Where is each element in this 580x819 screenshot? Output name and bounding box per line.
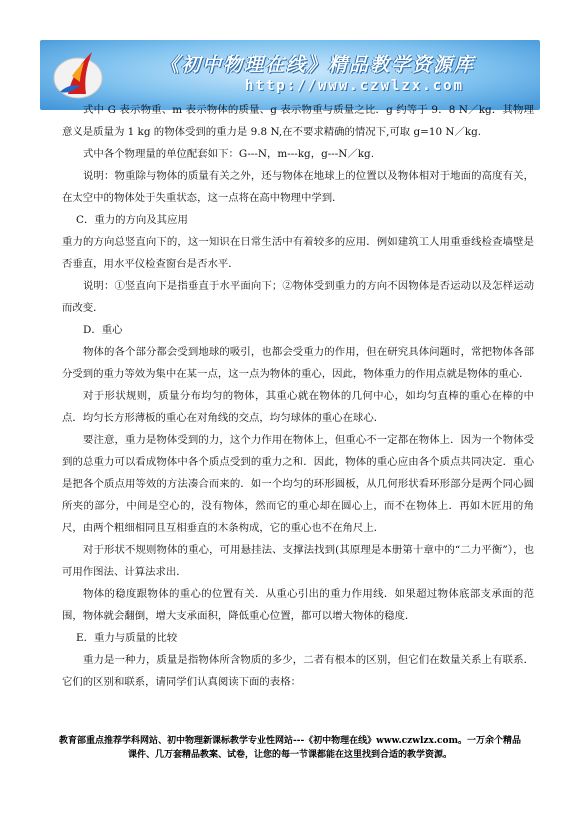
paragraph: 式中各个物理量的单位配套如下：G---N，m---kg，g---N／kg. [83, 148, 375, 160]
section-heading-c: C．重力的方向及其应用 [76, 214, 188, 226]
section-heading-d: D．重心 [83, 324, 123, 336]
site-logo-icon [50, 46, 106, 104]
paragraph: 说明：①竖直向下是指垂直于水平面向下；②物体受到重力的方向不因物体是否运动以及怎样运动而改变． [62, 280, 534, 314]
paragraph: 对于形状不规则物体的重心，可用悬挂法、支撑法找到(其原理是本册第十章中的“二力平衡”），也可用作图法、计算法求出． [62, 544, 534, 578]
banner-url: http://www.czwlzx.com [245, 78, 465, 94]
page-footer [40, 734, 540, 762]
section-heading-e: E．重力与质量的比较 [76, 632, 178, 644]
footer-line: 课件、几万套精品教案、试卷，让您的每一节课都能在这里找到合适的教学资源。 [127, 750, 452, 760]
paragraph: 物体的稳度跟物体的重心的位置有关．从重心引出的重力作用线．如果超过物体底部支承面的范围，物体就会翻倒，增大支承面积，降低重心位置，都可以增大物体的稳度． [62, 588, 534, 622]
paragraph: 重力的方向总竖直向下的，这一知识在日常生活中有着较多的应用．例如建筑工人用重垂线检查墙壁是否垂直，用水平仪检查窗台是否水平． [62, 236, 534, 270]
paragraph: 要注意，重力是物体受到的力，这个力作用在物体上，但重心不一定都在物体上．因为一个物体受到的总重力可以看成物体中各个质点受到的重力之和．因此，物体的重心应由各个质点共同决定．重心是把各个质点用等效的方法凑合而来的．如一个均匀的环形圆板，从几何形状看环形部分是两个同心圆所夹的部分，中间是空心的，没有物体，然而它的重心却在圆心上，而不在物体上．再如木匠用的角尺，由两个粗细相同且互相垂直的木条构成，它的重心也不在角尺上． [62, 434, 534, 534]
paragraph: 式中 G 表示物重、m 表示物体的质量、g 表示物重与质量之比．g 约等于 9．8 N／kg．其物理意义是质量为 1 kg 的物体受到的重力是 9.8 N,在不要求精确的情况下,可取 g=10 N／kg. [62, 104, 534, 138]
banner-title: 《初中物理在线》精品教学资源库 [160, 54, 476, 76]
paragraph: 对于形状规则，质量分布均匀的物体，其重心就在物体的几何中心，如均匀直棒的重心在棒的中点．均匀长方形薄板的重心在对角线的交点，均匀球体的重心在球心． [62, 390, 534, 424]
paragraph: 重力是一种力，质量是指物体所含物质的多少，二者有根本的区别，但它们在数量关系上有联系．它们的区别和联系，请同学们认真阅读下面的表格： [62, 654, 534, 688]
paragraph: 物体的各个部分都会受到地球的吸引，也都会受重力的作用，但在研究具体问题时，常把物体各部分受到的重力等效为集中在某一点，这一点为物体的重心，因此，物体重力的作用点就是物体的重心． [62, 346, 534, 380]
document-body [62, 99, 534, 693]
paragraph: 说明：物重除与物体的质量有关之外，还与物体在地球上的位置以及物体相对于地面的高度有关，在太空中的物体处于失重状态，这一点将在高中物理中学到． [62, 170, 534, 204]
footer-line: 教育部重点推荐学科网站、初中物理新课标教学专业性网站---《初中物理在线》www.czwlzx.com。一万余个精品 [58, 736, 522, 746]
